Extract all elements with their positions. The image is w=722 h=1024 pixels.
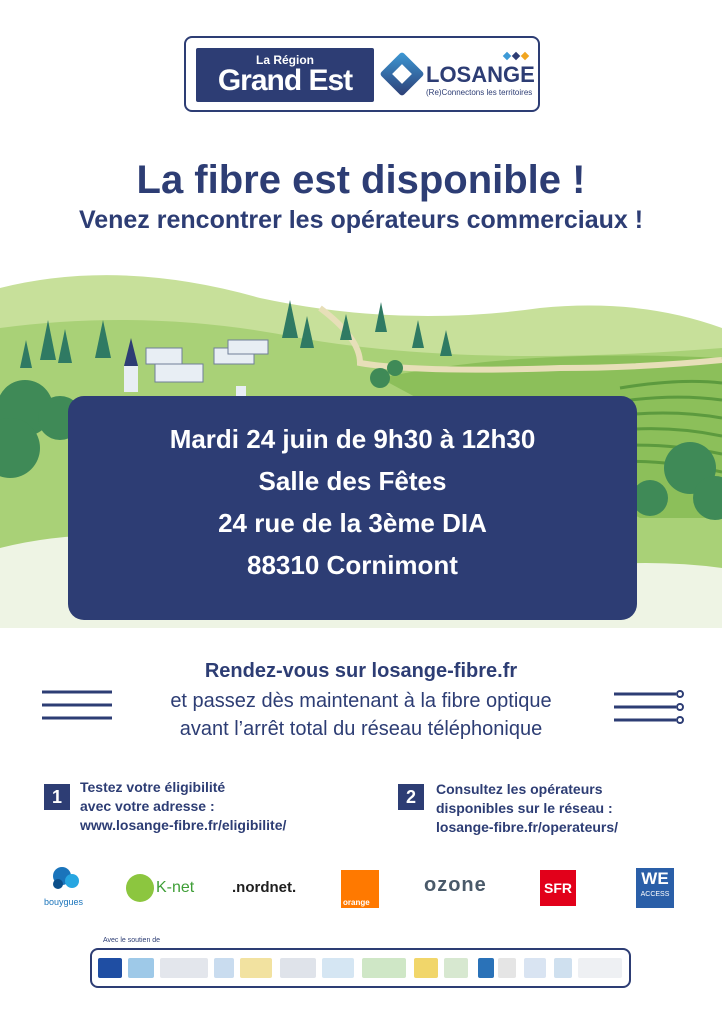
step-2-text xyxy=(436,780,618,837)
partner-logo-14 xyxy=(554,958,572,978)
nordnet-logo: .nordnet. xyxy=(232,879,297,896)
bouygues-logo xyxy=(44,866,88,906)
partner-logo-v xyxy=(478,958,494,978)
event-details-card xyxy=(68,396,637,620)
bouygues-bubble-icon xyxy=(44,866,88,892)
knet-logo xyxy=(126,874,202,902)
partner-logo-2 xyxy=(128,958,154,978)
support-label: Avec le soutien de xyxy=(100,937,163,944)
event-place: Salle des Fêtes xyxy=(258,466,447,496)
partner-logos-header xyxy=(184,36,540,112)
partner-logo-marne xyxy=(362,958,406,978)
losange-diamond-icon xyxy=(379,51,424,96)
losange-dots-icon xyxy=(504,52,531,61)
eu-flag-icon xyxy=(98,958,122,978)
region-big-label: Grand Est xyxy=(217,64,353,97)
step-2-line-2: disponibles sur le réseau : xyxy=(436,800,613,816)
orange-label: orange xyxy=(343,898,370,907)
losange-name: LOSANGE xyxy=(426,62,535,87)
partner-logo-haute-marne xyxy=(322,958,354,978)
event-city: 88310 Cornimont xyxy=(247,550,458,580)
step-2-line-1: Consultez les opérateurs xyxy=(436,781,603,797)
rendezvous-line-2: et passez dès maintenant à la fibre optique xyxy=(170,690,552,712)
decorative-lines-left-icon xyxy=(40,688,116,722)
we-access-bottom-label: ACCESS xyxy=(640,891,670,898)
orange-logo xyxy=(341,870,379,908)
step-1-line-1: Testez votre éligibilité xyxy=(80,779,226,795)
partner-logo-4 xyxy=(214,958,234,978)
partner-logo-aube xyxy=(280,958,316,978)
ozone-logo: ozone xyxy=(424,874,487,896)
partner-logo-meurthe xyxy=(414,958,438,978)
partner-logo-vosges xyxy=(444,958,468,978)
step-1-link[interactable]: www.losange-fibre.fr/eligibilite/ xyxy=(80,817,287,833)
knet-label: K-net xyxy=(156,879,195,896)
partner-logo-15 xyxy=(578,958,622,978)
event-street: 24 rue de la 3ème DIA xyxy=(218,508,487,538)
step-2-number: 2 xyxy=(398,784,424,810)
we-access-logo xyxy=(636,868,674,908)
step-1-text xyxy=(80,778,286,835)
partner-logo-3 xyxy=(160,958,208,978)
sfr-logo: SFR xyxy=(540,870,576,906)
page-title: La fibre est disponible ! xyxy=(136,158,586,202)
event-date: Mardi 24 juin de 9h30 à 12h30 xyxy=(169,424,536,454)
rendezvous-headline[interactable]: Rendez-vous sur losange-fibre.fr xyxy=(204,660,518,682)
step-2-link[interactable]: losange-fibre.fr/operateurs/ xyxy=(436,819,619,835)
region-small-label: La Région xyxy=(255,53,314,67)
we-access-top-label: WE xyxy=(641,869,669,888)
partner-logo-13 xyxy=(524,958,546,978)
partner-logo-12 xyxy=(498,958,516,978)
knet-circle-icon xyxy=(126,874,154,902)
losange-tagline: (Re)Connectons les territoires xyxy=(426,88,533,97)
partner-logo-ardennes xyxy=(240,958,272,978)
rendezvous-line-3: avant l’arrêt total du réseau téléphonique xyxy=(179,718,543,740)
step-1-line-2: avec votre adresse : xyxy=(80,798,215,814)
page-subtitle: Venez rencontrer les opérateurs commerciaux ! xyxy=(78,206,644,234)
step-1-number: 1 xyxy=(44,784,70,810)
bouygues-label: bouygues xyxy=(44,897,84,907)
region-grand-est-logo xyxy=(196,48,374,102)
fiber-lines-right-icon xyxy=(612,690,688,724)
